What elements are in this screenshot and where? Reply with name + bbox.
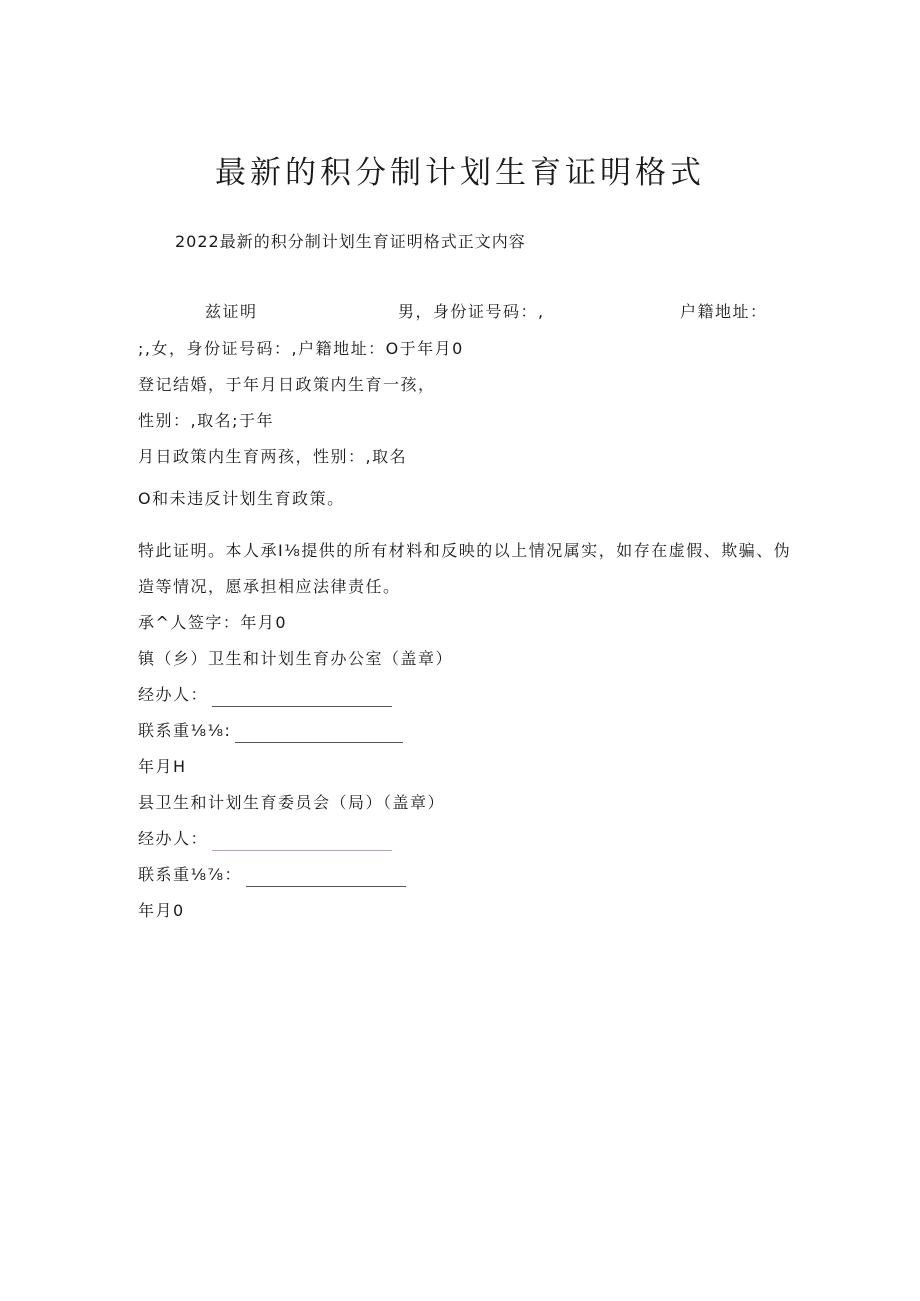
first-child-line: 性别：,取名;于年 [138, 411, 274, 430]
female-info-line: ;,女，身份证号码：,户籍地址：O于年月0 [138, 339, 464, 358]
county-handler-field[interactable] [212, 832, 392, 851]
town-office-line: 镇（乡）卫生和计划生育办公室（盖章） [138, 649, 454, 668]
county-office-line: 县卫生和计划生育委员会（局）（盖章） [138, 793, 446, 812]
signature-line: 承^人签字：年月0 [138, 613, 288, 632]
county-handler-line [138, 827, 392, 851]
document-subtitle: 2022最新的积分制计划生育证明格式正文内容 [175, 232, 526, 251]
county-date-line: 年月0 [138, 901, 185, 920]
declaration-line-2: 造等情况，愿承担相应法律责任。 [138, 577, 401, 596]
town-date-line: 年月H [138, 757, 187, 776]
certify-text: 兹证明 [205, 302, 258, 321]
town-phone-label: 联系重⅛⅛: [138, 721, 232, 740]
town-handler-label: 经办人： [138, 685, 209, 704]
marriage-line: 登记结婚，于年月日政策内生育一孩， [138, 375, 436, 394]
town-phone-field[interactable] [235, 724, 403, 743]
household-address-text: 户籍地址： [680, 302, 768, 321]
town-handler-line [138, 683, 392, 707]
male-id-text: 男，身份证号码：, [398, 302, 545, 321]
county-phone-label: 联系重⅛⅞： [138, 865, 243, 884]
document-title: 最新的积分制计划生育证明格式 [215, 155, 705, 191]
second-child-line: 月日政策内生育两孩，性别：,取名 [138, 447, 408, 466]
policy-compliance-line: O和未违反计划生育政策。 [138, 489, 345, 508]
county-phone-line [138, 863, 406, 887]
town-handler-field[interactable] [212, 688, 392, 707]
county-handler-label: 经办人： [138, 829, 209, 848]
town-phone-line [138, 719, 403, 743]
declaration-line-1: 特此证明。本人承I⅛提供的所有材料和反映的以上情况属实，如存在虚假、欺骗、伪 [138, 541, 792, 560]
county-phone-field[interactable] [246, 868, 406, 887]
